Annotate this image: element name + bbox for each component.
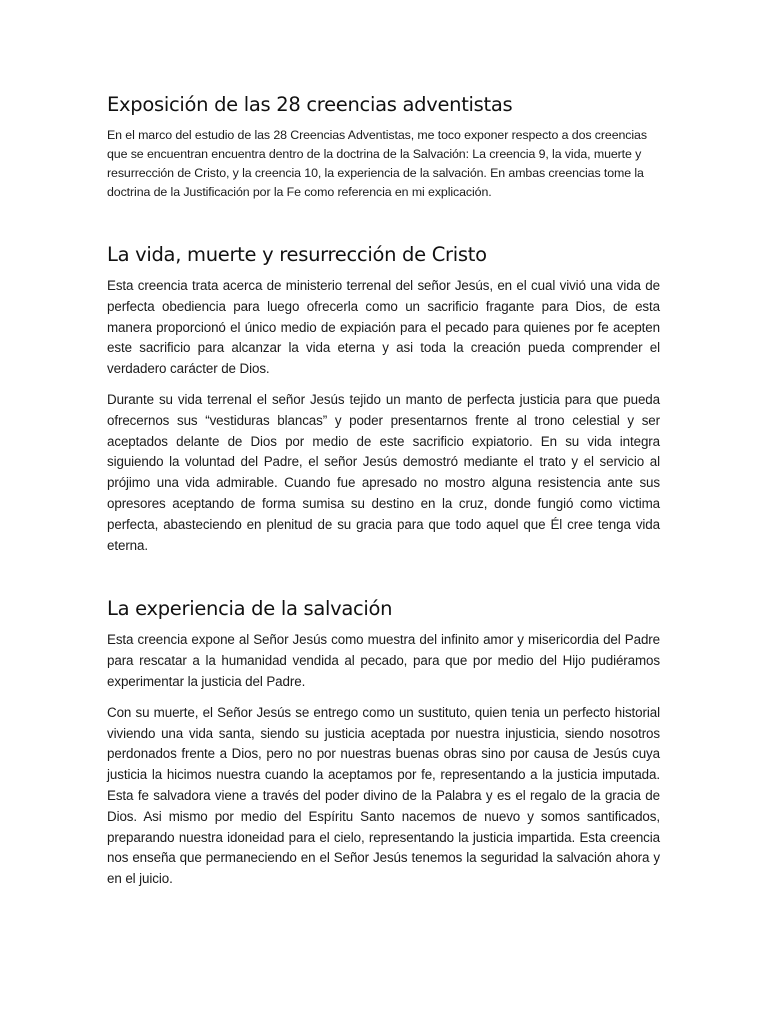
section-paragraph: Esta creencia trata acerca de ministerio terrenal del señor Jesús, en el cual vivió una vida de perfecta obediencia para luego ofrecerla como un sacrificio fragante para Dios, de esta manera proporcionó el único medio de expiación para el pecado para quienes por fe acepten este sacrificio para alcanzar la vida eterna y asi toda la creación pueda comprender el verdadero carácter de Dios. [107,278,660,377]
document-title: Exposición de las 28 creencias adventistas [107,93,513,116]
section-paragraph: Durante su vida terrenal el señor Jesús tejido un manto de perfecta justicia para que pueda ofrecernos sus “vestiduras blancas” y poder presentarnos frente al trono celestial y ser aceptados delante de Dios por medio de este sacrificio expiatorio. En su vida integra siguiendo la voluntad del Padre, el señor Jesús demostró mediante el trato y el servicio al prójimo una vida admirable. Cuando fue apresado no mostro alguna resistencia ante sus opresores aceptando de forma sumisa su destino en la cruz, donde fungió como victima perfecta, abasteciendo en plenitud de su gracia para que todo aquel que Él cree tenga vida eterna. [107,391,660,553]
section-paragraph: Esta creencia expone al Señor Jesús como muestra del infinito amor y misericordia del Padre para rescatar a la humanidad vendida al pecado, para que por medio del Hijo pudiéramos experimentar la justicia del Padre. [107,632,660,689]
section-life-death-resurrection [107,242,660,556]
section-heading: La vida, muerte y resurrección de Cristo [107,243,487,266]
section-paragraph: Con su muerte, el Señor Jesús se entrego como un sustituto, quien tenia un perfecto historial viviendo una vida santa, siendo su justicia aceptada por nuestra injusticia, siendo nosotros perdonados frente a Dios, pero no por nuestras buenas obras sino por causa de Jesús cuya justicia la hicimos nuestra cuando la aceptamos por fe, representando a la justicia imputada. Esta fe salvadora viene a través del poder divino de la Palabra y es el regalo de la gracia de Dios. Asi mismo por medio del Espíritu Santo nacemos de nuevo y somos santificados, preparando nuestra idoneidad para el cielo, representando la justicia impartida. Esta creencia nos enseña que permaneciendo en el Señor Jesús tenemos la seguridad la salvación ahora y en el juicio. [107,704,660,887]
section-heading: La experiencia de la salvación [107,597,393,621]
section-experience-of-salvation [107,596,660,890]
intro-paragraph: En el marco del estudio de las 28 Creencias Adventistas, me toco exponer respecto a dos creencias que se encuentran encuentra dentro de la doctrina de la Salvación: La creencia 9, la vida, muerte y resurrección de Cristo, y la creencia 10, la experiencia de la salvación. En ambas creencias tome la doctrina de la Justificación por la Fe como referencia en mi explicación. [107,128,647,199]
document-body [107,92,660,900]
